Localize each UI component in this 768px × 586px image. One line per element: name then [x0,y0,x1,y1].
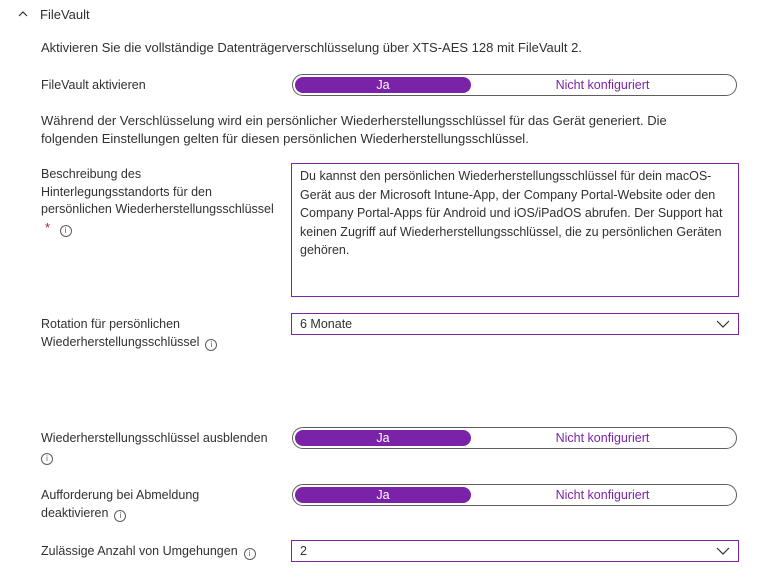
bypass-value: 2 [300,544,307,558]
hide-key-yes[interactable]: Ja [295,430,471,446]
recovery-key-info-line1: Während der Verschlüsselung wird ein persönlicher Wiederherstellungsschlüssel für das Gerät generiert. Die [41,113,667,128]
rotation-dropdown[interactable] [291,313,739,335]
hide-key-toggle[interactable] [292,427,737,449]
hide-key-not-configured[interactable]: Nicht konfiguriert [555,431,650,445]
intro-text: Aktivieren Sie die vollständige Datenträgerverschlüsselung über XTS-AES 128 mit FileVault 2. [41,40,582,55]
logout-prompt-not-configured[interactable]: Nicht konfiguriert [555,488,650,502]
chevron-up-icon[interactable] [18,9,28,19]
required-mark: * [45,219,51,235]
chevron-down-icon [716,547,730,555]
chevron-down-icon [716,320,730,328]
rotation-label-line1: Rotation für persönlichen [41,317,180,331]
logout-prompt-label-line2: deaktivieren [41,505,109,520]
logout-prompt-yes[interactable]: Ja [295,487,471,503]
escrow-label-line1: Beschreibung des [41,167,142,181]
recovery-key-info-line2: folgenden Einstellungen gelten für diesen persönlichen Wiederherstellungsschlüssel. [41,131,529,146]
filevault-enable-yes[interactable]: Ja [295,77,471,93]
escrow-label-line3: persönlichen Wiederherstellungsschlüssel [41,202,274,216]
info-icon[interactable]: i [60,225,72,237]
escrow-location-textarea[interactable]: Du kannst den persönlichen Wiederherstellungsschlüssel für dein macOS-Gerät aus der Microsoft Intune-App, der Company Portal-Website oder den Company Portal-Apps für Android und iOS/iPadOS abrufen. Der Support hat keinen Zugriff auf Wiederherstellungsschlüssel, die zu persönlichen Geräten gehören. [291,163,739,297]
section-header-filevault[interactable] [18,4,90,24]
filevault-enable-toggle[interactable] [292,74,737,96]
bypass-label-text: Zulässige Anzahl von Umgehungen [41,544,238,558]
rotation-label [41,316,217,351]
filevault-enable-label: FileVault aktivieren [41,78,146,92]
logout-prompt-label [41,487,199,522]
info-icon[interactable]: i [244,548,256,560]
info-icon[interactable]: i [114,510,126,522]
hide-key-label-text: Wiederherstellungsschlüssel ausblenden [41,431,268,445]
filevault-enable-not-configured[interactable]: Nicht konfiguriert [555,78,650,92]
bypass-label [41,543,256,561]
section-title: FileVault [40,6,90,22]
info-icon[interactable]: i [41,453,53,465]
escrow-label-line2: Hinterlegungsstandorts für den [41,184,212,199]
escrow-location-label [41,166,286,237]
logout-prompt-toggle[interactable] [292,484,737,506]
hide-key-label [41,430,268,465]
rotation-value: 6 Monate [300,317,353,331]
info-icon[interactable]: i [205,339,217,351]
logout-prompt-label-line1: Aufforderung bei Abmeldung [41,488,200,502]
recovery-key-info [41,112,667,148]
rotation-label-line2: Wiederherstellungsschlüssel [41,334,200,349]
bypass-dropdown[interactable] [291,540,739,562]
